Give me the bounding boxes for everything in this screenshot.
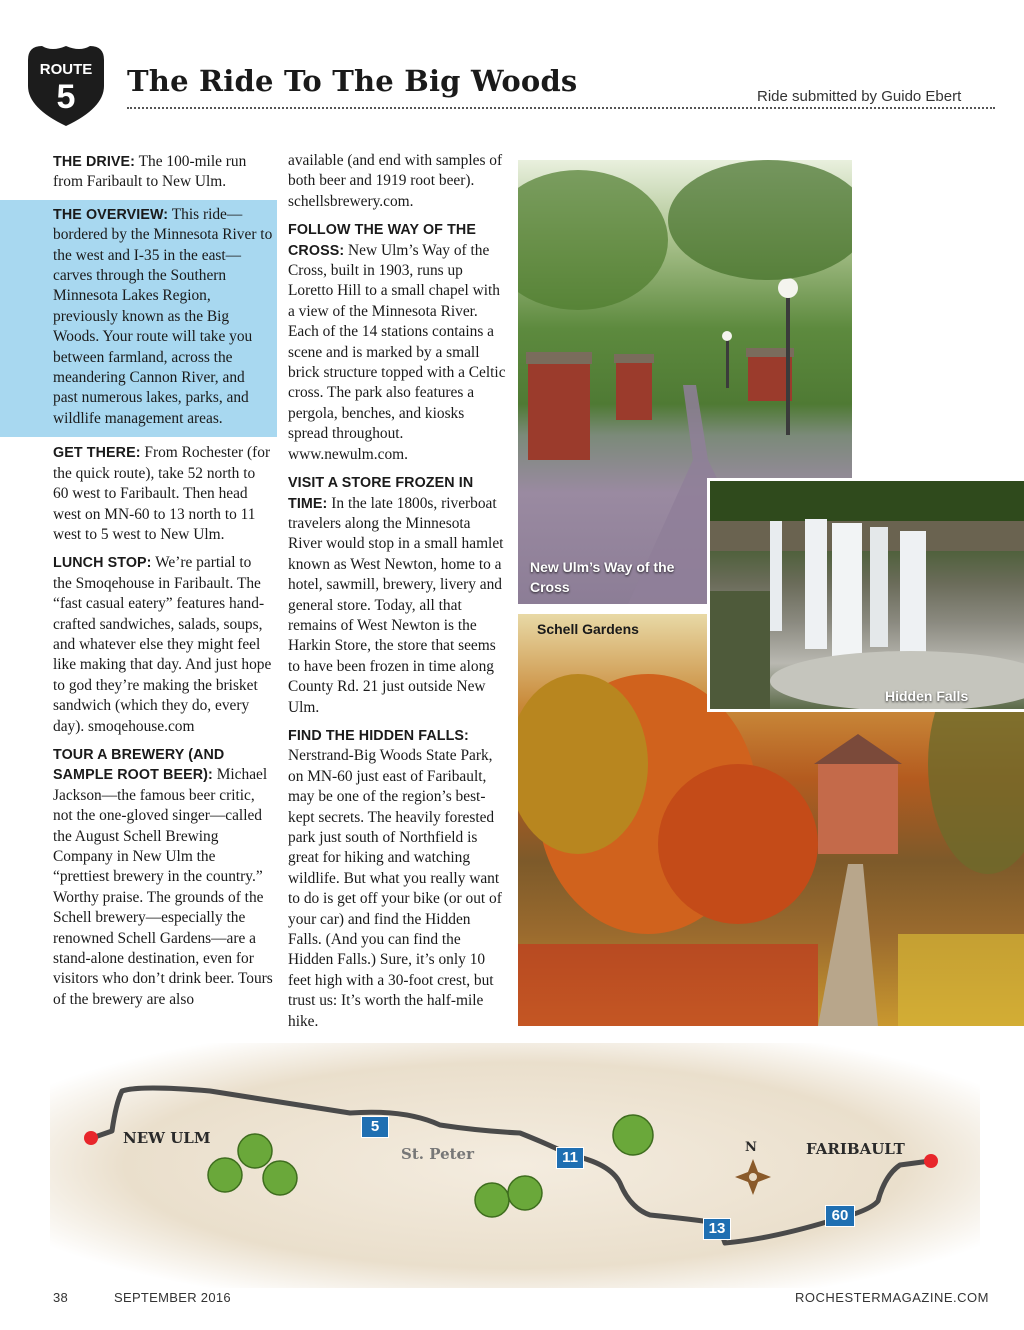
page-title: The Ride To The Big Woods	[127, 64, 578, 98]
route-label: ROUTE	[39, 61, 93, 78]
map-label-new-ulm: NEW ULM	[123, 1129, 211, 1147]
section-heading: LUNCH STOP:	[53, 555, 152, 572]
route-11-shield: 11	[556, 1147, 584, 1169]
route-number: 5	[56, 78, 76, 116]
hidden-falls-illustration	[710, 481, 1024, 709]
section-body: From Rochester (for the quick route), take 52 north to 60 west to Faribault. Then head west on MN-60 to 13 north to 11 west to 5 west to New Ulm.	[53, 444, 271, 543]
byline: Ride submitted by Guido Ebert	[757, 88, 962, 105]
section-body: New Ulm’s Way of the Cross, built in 1903, runs up Loretto Hill to a small chapel with a view of the Minnesota River. Each of the 14 stations contains a scene and is marked by a small brick structure topped with a Celtic cross. The park also features a pergola, benches, and kiosks spread throughout. www.newulm.com.	[288, 241, 506, 463]
section-heading: THE OVERVIEW:	[53, 206, 169, 223]
section-body: In the late 1800s, riverboat travelers along the Minnesota River would stop in a small hamlet known as West Newton, home to a hotel, sawmill, brewery, livery and general store. Today, all that remains of West Newton is the Harkin Store, the store that seems to have been frozen in time along County Rd. 21 just outside New Ulm.	[288, 494, 504, 716]
the-drive-paragraph	[53, 152, 273, 193]
brewery-paragraph	[53, 745, 273, 1010]
schell-gardens-caption: Schell Gardens	[537, 621, 639, 637]
map-label-st-peter: St. Peter	[401, 1145, 475, 1163]
section-body: This ride—bordered by the Minnesota River to the west and I-35 in the east—carves through the Southern Minnesota Lakes Region, previously known as the Big Woods. Your route will take you between farmland, across the meandering Cannon River, and past numerous lakes, parks, and wildlife management areas.	[53, 205, 273, 427]
section-heading: FOLLOW THE WAY OF THE CROSS:	[288, 222, 476, 259]
section-heading: GET THERE:	[53, 445, 141, 462]
route-5-shield: 5	[361, 1116, 389, 1138]
frozen-store-paragraph	[288, 473, 506, 718]
article-column-1	[53, 152, 273, 1018]
section-body: Michael Jackson—the famous beer critic, not the one-gloved singer—called the August Schell Brewing Company in New Ulm the “prettiest brewery in the country.” Worthy praise. The grounds of the Schell brewery—especially the renowned Schell Gardens—are a stand-alone destination, even for visitors who don’t drink beer. Tours of the brewery are also	[53, 766, 273, 1008]
section-heading: THE DRIVE:	[53, 154, 136, 170]
brewery-continued-paragraph: available (and end with samples of both beer and 1919 root beer). schellsbrewery.com.	[288, 152, 503, 210]
header-divider	[127, 107, 995, 109]
map-label-faribault: FARIBAULT	[806, 1140, 905, 1158]
lunch-stop-paragraph	[53, 553, 273, 737]
route-13-shield: 13	[703, 1218, 731, 1240]
section-heading: TOUR A BREWERY (AND SAMPLE ROOT BEER):	[53, 746, 225, 784]
section-heading: FIND THE HIDDEN FALLS:	[288, 727, 469, 744]
compass-north-label: N	[745, 1140, 757, 1155]
section-body: The 100-mile run from Faribault to New Ulm.	[53, 153, 247, 191]
page-number: 38	[53, 1290, 69, 1305]
hidden-falls-photo	[707, 478, 1024, 712]
article-column-2	[288, 151, 506, 1040]
section-heading: VISIT A STORE FROZEN IN TIME:	[288, 475, 474, 512]
end-point-dot	[924, 1154, 938, 1168]
start-point-dot	[84, 1131, 98, 1145]
route-badge	[22, 42, 110, 128]
way-of-cross-paragraph	[288, 220, 506, 465]
way-of-cross-caption: New Ulm’s Way of the Cross	[530, 559, 675, 595]
get-there-paragraph	[53, 443, 273, 545]
hidden-falls-paragraph	[288, 726, 506, 1032]
route-map	[50, 1043, 980, 1288]
hidden-falls-caption: Hidden Falls	[885, 688, 969, 704]
map-background	[50, 1043, 980, 1288]
section-body: Nerstrand-Big Woods State Park, on MN-60 just east of Faribault, may be one of the region’s best-kept secrets. The heavily forested park just south of Northfield is great for hiking and watching wildlife. But what you really want to do is get off your bike (or out of your car) and find the Hidden Falls. (And you can find the Hidden Falls.) Sure, it’s only 10 feet high with a 30-foot crest, but trust us: It’s worth the half-mile hike.	[288, 747, 502, 1030]
overview-paragraph	[53, 205, 273, 429]
section-body: We’re partial to the Smoqehouse in Faribault. The “fast casual eatery” features hand-crafted sandwiches, salads, soups, and whatever else they might feel like making that day. And just hope to god they’re making the brisket sandwich (which they do, every day). smoqehouse.com	[53, 554, 272, 735]
website-link[interactable]: ROCHESTERMAGAZINE.COM	[795, 1290, 989, 1305]
issue-date: SEPTEMBER 2016	[114, 1290, 231, 1305]
route-60-shield: 60	[825, 1205, 855, 1227]
